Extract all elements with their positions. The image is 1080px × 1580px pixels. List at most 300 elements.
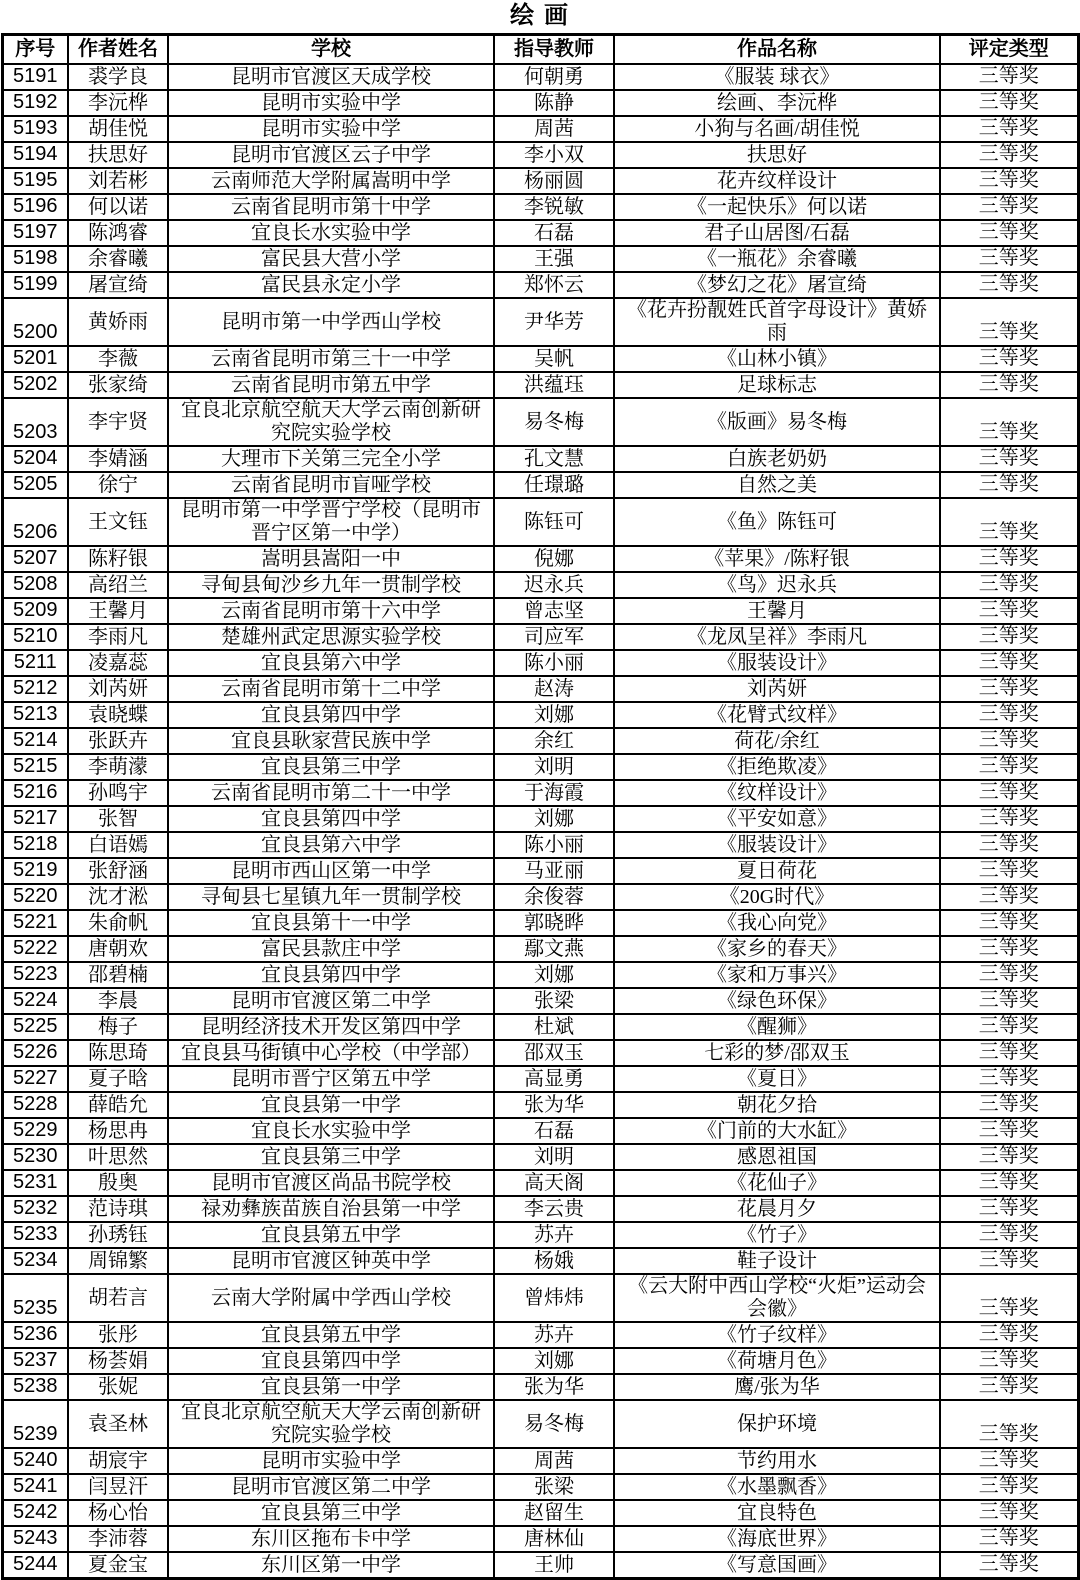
cell-serial: 5203 — [2, 398, 68, 446]
cell-work: 君子山居图/石磊 — [614, 220, 940, 246]
table-row — [2, 1014, 1078, 1040]
table-row — [2, 142, 1078, 168]
cell-teacher: 邵双玉 — [494, 1040, 614, 1066]
cell-serial: 5215 — [2, 754, 68, 780]
cell-teacher: 石磊 — [494, 1118, 614, 1144]
cell-work: 《家乡的春天》 — [614, 936, 940, 962]
table-row — [2, 884, 1078, 910]
cell-teacher: 吴帆 — [494, 346, 614, 372]
cell-name: 张舒涵 — [68, 858, 168, 884]
table-row — [2, 398, 1078, 446]
cell-serial: 5197 — [2, 220, 68, 246]
cell-school: 宜良县第五中学 — [168, 1322, 494, 1348]
cell-serial: 5236 — [2, 1322, 68, 1348]
cell-school: 宜良县第四中学 — [168, 962, 494, 988]
cell-school: 昆明市官渡区天成学校 — [168, 64, 494, 90]
cell-work: 刘芮妍 — [614, 676, 940, 702]
table-row — [2, 728, 1078, 754]
cell-award: 三等奖 — [940, 1144, 1078, 1170]
cell-serial: 5219 — [2, 858, 68, 884]
cell-serial: 5217 — [2, 806, 68, 832]
cell-name: 袁晓蝶 — [68, 702, 168, 728]
cell-work: 《竹子纹样》 — [614, 1322, 940, 1348]
cell-name: 孙鸣宇 — [68, 780, 168, 806]
cell-school: 富民县款庄中学 — [168, 936, 494, 962]
cell-name: 李萌濛 — [68, 754, 168, 780]
cell-school: 宜良北京航空航天大学云南创新研究院实验学校 — [168, 398, 494, 446]
cell-name: 白语嫣 — [68, 832, 168, 858]
table-row — [2, 116, 1078, 142]
cell-school: 昆明市实验中学 — [168, 116, 494, 142]
cell-award: 三等奖 — [940, 598, 1078, 624]
cell-name: 周锦繁 — [68, 1248, 168, 1274]
cell-name: 李沅桦 — [68, 90, 168, 116]
cell-name: 孙琇钰 — [68, 1222, 168, 1248]
cell-school: 昆明市官渡区尚品书院学校 — [168, 1170, 494, 1196]
cell-teacher: 洪蕴珏 — [494, 372, 614, 398]
cell-school: 云南省昆明市第十中学 — [168, 194, 494, 220]
table-row — [2, 780, 1078, 806]
cell-school: 宜良县第一中学 — [168, 1092, 494, 1118]
cell-name: 夏金宝 — [68, 1552, 168, 1579]
cell-work: 宜良特色 — [614, 1500, 940, 1526]
cell-teacher: 何朝勇 — [494, 64, 614, 90]
cell-teacher: 刘娜 — [494, 1348, 614, 1374]
table-row — [2, 832, 1078, 858]
cell-teacher: 高显勇 — [494, 1066, 614, 1092]
cell-teacher: 石磊 — [494, 220, 614, 246]
cell-award: 三等奖 — [940, 1196, 1078, 1222]
cell-work: 《山林小镇》 — [614, 346, 940, 372]
table-row — [2, 472, 1078, 498]
cell-school: 云南省昆明市第十二中学 — [168, 676, 494, 702]
cell-award: 三等奖 — [940, 962, 1078, 988]
cell-teacher: 鄢文燕 — [494, 936, 614, 962]
cell-serial: 5206 — [2, 498, 68, 546]
cell-work: 感恩祖国 — [614, 1144, 940, 1170]
cell-work: 《荷塘月色》 — [614, 1348, 940, 1374]
table-row — [2, 858, 1078, 884]
cell-teacher: 赵涛 — [494, 676, 614, 702]
table-body — [2, 64, 1078, 1579]
cell-award: 三等奖 — [940, 1448, 1078, 1474]
cell-serial: 5194 — [2, 142, 68, 168]
cell-work: 《20G时代》 — [614, 884, 940, 910]
cell-work: 七彩的梦/邵双玉 — [614, 1040, 940, 1066]
cell-school: 富民县大营小学 — [168, 246, 494, 272]
cell-award: 三等奖 — [940, 702, 1078, 728]
cell-award: 三等奖 — [940, 1274, 1078, 1322]
cell-work: 扶思好 — [614, 142, 940, 168]
cell-serial: 5235 — [2, 1274, 68, 1322]
cell-school: 楚雄州武定思源实验学校 — [168, 624, 494, 650]
cell-award: 三等奖 — [940, 1066, 1078, 1092]
table-row — [2, 64, 1078, 90]
cell-school: 宜良县马街镇中心学校（中学部） — [168, 1040, 494, 1066]
cell-work: 自然之美 — [614, 472, 940, 498]
cell-teacher: 余俊蓉 — [494, 884, 614, 910]
cell-serial: 5244 — [2, 1552, 68, 1579]
cell-school: 东川区拖布卡中学 — [168, 1526, 494, 1552]
cell-work: 《竹子》 — [614, 1222, 940, 1248]
cell-name: 余睿曦 — [68, 246, 168, 272]
cell-name: 李沛蓉 — [68, 1526, 168, 1552]
cell-work: 《一起快乐》何以诺 — [614, 194, 940, 220]
cell-name: 胡佳悦 — [68, 116, 168, 142]
cell-name: 叶思然 — [68, 1144, 168, 1170]
cell-name: 夏子晗 — [68, 1066, 168, 1092]
cell-school: 昆明经济技术开发区第四中学 — [168, 1014, 494, 1040]
cell-teacher: 苏卉 — [494, 1322, 614, 1348]
cell-work: 《花卉扮靓姓氏首字母设计》黄娇雨 — [614, 298, 940, 346]
cell-serial: 5239 — [2, 1400, 68, 1448]
cell-award: 三等奖 — [940, 780, 1078, 806]
cell-serial: 5238 — [2, 1374, 68, 1400]
cell-school: 昆明市第一中学西山学校 — [168, 298, 494, 346]
cell-name: 凌嘉蕊 — [68, 650, 168, 676]
cell-teacher: 李小双 — [494, 142, 614, 168]
cell-work: 《醒狮》 — [614, 1014, 940, 1040]
cell-teacher: 赵留生 — [494, 1500, 614, 1526]
cell-award: 三等奖 — [940, 64, 1078, 90]
cell-school: 云南省昆明市第三十一中学 — [168, 346, 494, 372]
column-header-name: 作者姓名 — [68, 35, 168, 65]
cell-teacher: 王强 — [494, 246, 614, 272]
cell-serial: 5243 — [2, 1526, 68, 1552]
cell-name: 闫昱汗 — [68, 1474, 168, 1500]
cell-school: 云南师范大学附属嵩明中学 — [168, 168, 494, 194]
cell-award: 三等奖 — [940, 832, 1078, 858]
cell-serial: 5228 — [2, 1092, 68, 1118]
cell-teacher: 马亚丽 — [494, 858, 614, 884]
cell-name: 裘学良 — [68, 64, 168, 90]
cell-work: 《服装设计》 — [614, 650, 940, 676]
cell-serial: 5208 — [2, 572, 68, 598]
cell-serial: 5237 — [2, 1348, 68, 1374]
table-row — [2, 346, 1078, 372]
cell-award: 三等奖 — [940, 220, 1078, 246]
column-header-work: 作品名称 — [614, 35, 940, 65]
table-row — [2, 90, 1078, 116]
cell-name: 李婧涵 — [68, 446, 168, 472]
cell-school: 宜良县耿家营民族中学 — [168, 728, 494, 754]
cell-serial: 5224 — [2, 988, 68, 1014]
table-row — [2, 806, 1078, 832]
cell-name: 范诗琪 — [68, 1196, 168, 1222]
cell-teacher: 孔文慧 — [494, 446, 614, 472]
table-row — [2, 572, 1078, 598]
table-row — [2, 1170, 1078, 1196]
cell-work: 《梦幻之花》屠宣绮 — [614, 272, 940, 298]
cell-award: 三等奖 — [940, 1322, 1078, 1348]
cell-award: 三等奖 — [940, 728, 1078, 754]
cell-teacher: 郭晓晔 — [494, 910, 614, 936]
cell-name: 屠宣绮 — [68, 272, 168, 298]
cell-name: 李薇 — [68, 346, 168, 372]
cell-award: 三等奖 — [940, 116, 1078, 142]
cell-serial: 5242 — [2, 1500, 68, 1526]
cell-teacher: 高天阁 — [494, 1170, 614, 1196]
cell-serial: 5231 — [2, 1170, 68, 1196]
cell-serial: 5225 — [2, 1014, 68, 1040]
cell-teacher: 易冬梅 — [494, 398, 614, 446]
cell-teacher: 郑怀云 — [494, 272, 614, 298]
cell-serial: 5210 — [2, 624, 68, 650]
cell-name: 邵碧楠 — [68, 962, 168, 988]
table-row — [2, 1040, 1078, 1066]
cell-serial: 5232 — [2, 1196, 68, 1222]
cell-serial: 5227 — [2, 1066, 68, 1092]
cell-school: 宜良县第一中学 — [168, 1374, 494, 1400]
cell-school: 宜良县第三中学 — [168, 754, 494, 780]
cell-school: 云南大学附属中学西山学校 — [168, 1274, 494, 1322]
cell-work: 《鱼》陈钰可 — [614, 498, 940, 546]
cell-work: 《绿色环保》 — [614, 988, 940, 1014]
cell-serial: 5230 — [2, 1144, 68, 1170]
cell-school: 宜良长水实验中学 — [168, 220, 494, 246]
cell-school: 昆明市实验中学 — [168, 1448, 494, 1474]
column-header-serial: 序号 — [2, 35, 68, 65]
cell-teacher: 余红 — [494, 728, 614, 754]
cell-serial: 5229 — [2, 1118, 68, 1144]
cell-serial: 5209 — [2, 598, 68, 624]
cell-name: 朱俞帆 — [68, 910, 168, 936]
table-row — [2, 1248, 1078, 1274]
cell-award: 三等奖 — [940, 1348, 1078, 1374]
cell-name: 唐朝欢 — [68, 936, 168, 962]
cell-teacher: 任璟璐 — [494, 472, 614, 498]
cell-work: 《苹果》/陈籽银 — [614, 546, 940, 572]
cell-award: 三等奖 — [940, 1248, 1078, 1274]
cell-school: 宜良长水实验中学 — [168, 1118, 494, 1144]
cell-teacher: 张梁 — [494, 1474, 614, 1500]
cell-award: 三等奖 — [940, 1400, 1078, 1448]
header-row — [2, 35, 1078, 65]
table-row — [2, 1092, 1078, 1118]
cell-school: 寻甸县七星镇九年一贯制学校 — [168, 884, 494, 910]
cell-name: 杨心怡 — [68, 1500, 168, 1526]
cell-serial: 5205 — [2, 472, 68, 498]
cell-work: 《家和万事兴》 — [614, 962, 940, 988]
cell-serial: 5196 — [2, 194, 68, 220]
cell-name: 张跃卉 — [68, 728, 168, 754]
cell-teacher: 周茜 — [494, 1448, 614, 1474]
cell-work: 《拒绝欺凌》 — [614, 754, 940, 780]
cell-teacher: 陈小丽 — [494, 650, 614, 676]
cell-work: 《版画》易冬梅 — [614, 398, 940, 446]
cell-teacher: 李云贵 — [494, 1196, 614, 1222]
cell-name: 刘芮妍 — [68, 676, 168, 702]
cell-work: 保护环境 — [614, 1400, 940, 1448]
cell-award: 三等奖 — [940, 446, 1078, 472]
column-header-teacher: 指导教师 — [494, 35, 614, 65]
cell-school: 昆明市官渡区第二中学 — [168, 988, 494, 1014]
cell-school: 禄劝彝族苗族自治县第一中学 — [168, 1196, 494, 1222]
cell-award: 三等奖 — [940, 624, 1078, 650]
cell-award: 三等奖 — [940, 1170, 1078, 1196]
table-row — [2, 372, 1078, 398]
cell-teacher: 曾炜炜 — [494, 1274, 614, 1322]
column-header-school: 学校 — [168, 35, 494, 65]
table-row — [2, 298, 1078, 346]
cell-teacher: 司应军 — [494, 624, 614, 650]
cell-work: 《鸟》迟永兵 — [614, 572, 940, 598]
table-row — [2, 936, 1078, 962]
cell-teacher: 易冬梅 — [494, 1400, 614, 1448]
cell-serial: 5193 — [2, 116, 68, 142]
cell-award: 三等奖 — [940, 1526, 1078, 1552]
cell-school: 寻甸县甸沙乡九年一贯制学校 — [168, 572, 494, 598]
cell-serial: 5192 — [2, 90, 68, 116]
cell-teacher: 倪娜 — [494, 546, 614, 572]
cell-school: 富民县永定小学 — [168, 272, 494, 298]
cell-teacher: 李锐敏 — [494, 194, 614, 220]
cell-award: 三等奖 — [940, 1222, 1078, 1248]
cell-award: 三等奖 — [940, 1092, 1078, 1118]
cell-work: 鞋子设计 — [614, 1248, 940, 1274]
table-row — [2, 1196, 1078, 1222]
cell-award: 三等奖 — [940, 1474, 1078, 1500]
cell-work: 《云大附中西山学校“火炬”运动会会徽》 — [614, 1274, 940, 1322]
cell-work: 《写意国画》 — [614, 1552, 940, 1579]
cell-serial: 5226 — [2, 1040, 68, 1066]
cell-award: 三等奖 — [940, 298, 1078, 346]
cell-teacher: 杨娥 — [494, 1248, 614, 1274]
cell-serial: 5201 — [2, 346, 68, 372]
cell-serial: 5223 — [2, 962, 68, 988]
cell-school: 云南省昆明市第五中学 — [168, 372, 494, 398]
table-row — [2, 1066, 1078, 1092]
cell-teacher: 王帅 — [494, 1552, 614, 1579]
table-row — [2, 194, 1078, 220]
table-row — [2, 1144, 1078, 1170]
cell-name: 黄娇雨 — [68, 298, 168, 346]
table-row — [2, 1500, 1078, 1526]
cell-work: 《花仙子》 — [614, 1170, 940, 1196]
cell-school: 宜良县第十一中学 — [168, 910, 494, 936]
cell-school: 宜良县第四中学 — [168, 702, 494, 728]
cell-name: 陈籽银 — [68, 546, 168, 572]
column-header-award: 评定类型 — [940, 35, 1078, 65]
cell-serial: 5214 — [2, 728, 68, 754]
cell-teacher: 于海霞 — [494, 780, 614, 806]
cell-serial: 5212 — [2, 676, 68, 702]
cell-name: 杨荟娟 — [68, 1348, 168, 1374]
table-row — [2, 1348, 1078, 1374]
cell-teacher: 陈静 — [494, 90, 614, 116]
cell-teacher: 迟永兵 — [494, 572, 614, 598]
cell-work: 绘画、李沅桦 — [614, 90, 940, 116]
table-row — [2, 754, 1078, 780]
cell-name: 张彤 — [68, 1322, 168, 1348]
cell-award: 三等奖 — [940, 272, 1078, 298]
cell-teacher: 刘娜 — [494, 806, 614, 832]
cell-award: 三等奖 — [940, 1118, 1078, 1144]
cell-name: 李宇贤 — [68, 398, 168, 446]
cell-name: 高绍兰 — [68, 572, 168, 598]
cell-school: 嵩明县嵩阳一中 — [168, 546, 494, 572]
cell-serial: 5233 — [2, 1222, 68, 1248]
cell-school: 昆明市西山区第一中学 — [168, 858, 494, 884]
cell-serial: 5213 — [2, 702, 68, 728]
cell-teacher: 刘娜 — [494, 702, 614, 728]
cell-award: 三等奖 — [940, 498, 1078, 546]
cell-work: 王馨月 — [614, 598, 940, 624]
cell-award: 三等奖 — [940, 1374, 1078, 1400]
cell-award: 三等奖 — [940, 572, 1078, 598]
table-row — [2, 650, 1078, 676]
cell-serial: 5221 — [2, 910, 68, 936]
cell-award: 三等奖 — [940, 472, 1078, 498]
cell-teacher: 刘明 — [494, 1144, 614, 1170]
cell-serial: 5191 — [2, 64, 68, 90]
cell-award: 三等奖 — [940, 806, 1078, 832]
cell-serial: 5218 — [2, 832, 68, 858]
cell-school: 昆明市官渡区钟英中学 — [168, 1248, 494, 1274]
cell-award: 三等奖 — [940, 194, 1078, 220]
cell-school: 云南省昆明市第二十一中学 — [168, 780, 494, 806]
cell-award: 三等奖 — [940, 1500, 1078, 1526]
cell-serial: 5198 — [2, 246, 68, 272]
cell-award: 三等奖 — [940, 858, 1078, 884]
cell-school: 宜良县第三中学 — [168, 1144, 494, 1170]
table-row — [2, 676, 1078, 702]
cell-school: 宜良县第三中学 — [168, 1500, 494, 1526]
cell-award: 三等奖 — [940, 346, 1078, 372]
cell-school: 宜良县第六中学 — [168, 832, 494, 858]
cell-work: 《水墨飘香》 — [614, 1474, 940, 1500]
cell-serial: 5240 — [2, 1448, 68, 1474]
cell-teacher: 陈小丽 — [494, 832, 614, 858]
cell-award: 三等奖 — [940, 90, 1078, 116]
cell-work: 《我心向党》 — [614, 910, 940, 936]
cell-school: 宜良北京航空航天大学云南创新研究院实验学校 — [168, 1400, 494, 1448]
cell-work: 《服装设计》 — [614, 832, 940, 858]
cell-serial: 5222 — [2, 936, 68, 962]
cell-school: 昆明市官渡区第二中学 — [168, 1474, 494, 1500]
cell-teacher: 陈钰可 — [494, 498, 614, 546]
cell-serial: 5204 — [2, 446, 68, 472]
table-row — [2, 446, 1078, 472]
cell-name: 胡若言 — [68, 1274, 168, 1322]
table-row — [2, 1322, 1078, 1348]
cell-name: 陈思琦 — [68, 1040, 168, 1066]
cell-work: 《一瓶花》余睿曦 — [614, 246, 940, 272]
cell-work: 朝花夕拾 — [614, 1092, 940, 1118]
cell-name: 陈鸿睿 — [68, 220, 168, 246]
table-row — [2, 702, 1078, 728]
cell-serial: 5207 — [2, 546, 68, 572]
cell-school: 云南省昆明市盲哑学校 — [168, 472, 494, 498]
cell-school: 宜良县第四中学 — [168, 1348, 494, 1374]
cell-award: 三等奖 — [940, 884, 1078, 910]
table-row — [2, 1274, 1078, 1322]
table-row — [2, 1448, 1078, 1474]
cell-name: 何以诺 — [68, 194, 168, 220]
cell-award: 三等奖 — [940, 1040, 1078, 1066]
cell-work: 鹰/张为华 — [614, 1374, 940, 1400]
table-row — [2, 1118, 1078, 1144]
cell-name: 王文钰 — [68, 498, 168, 546]
cell-work: 《门前的大水缸》 — [614, 1118, 940, 1144]
cell-name: 薛皓允 — [68, 1092, 168, 1118]
table-row — [2, 1374, 1078, 1400]
cell-school: 昆明市晋宁区第五中学 — [168, 1066, 494, 1092]
cell-serial: 5216 — [2, 780, 68, 806]
cell-award: 三等奖 — [940, 168, 1078, 194]
cell-serial: 5220 — [2, 884, 68, 910]
cell-school: 东川区第一中学 — [168, 1552, 494, 1579]
